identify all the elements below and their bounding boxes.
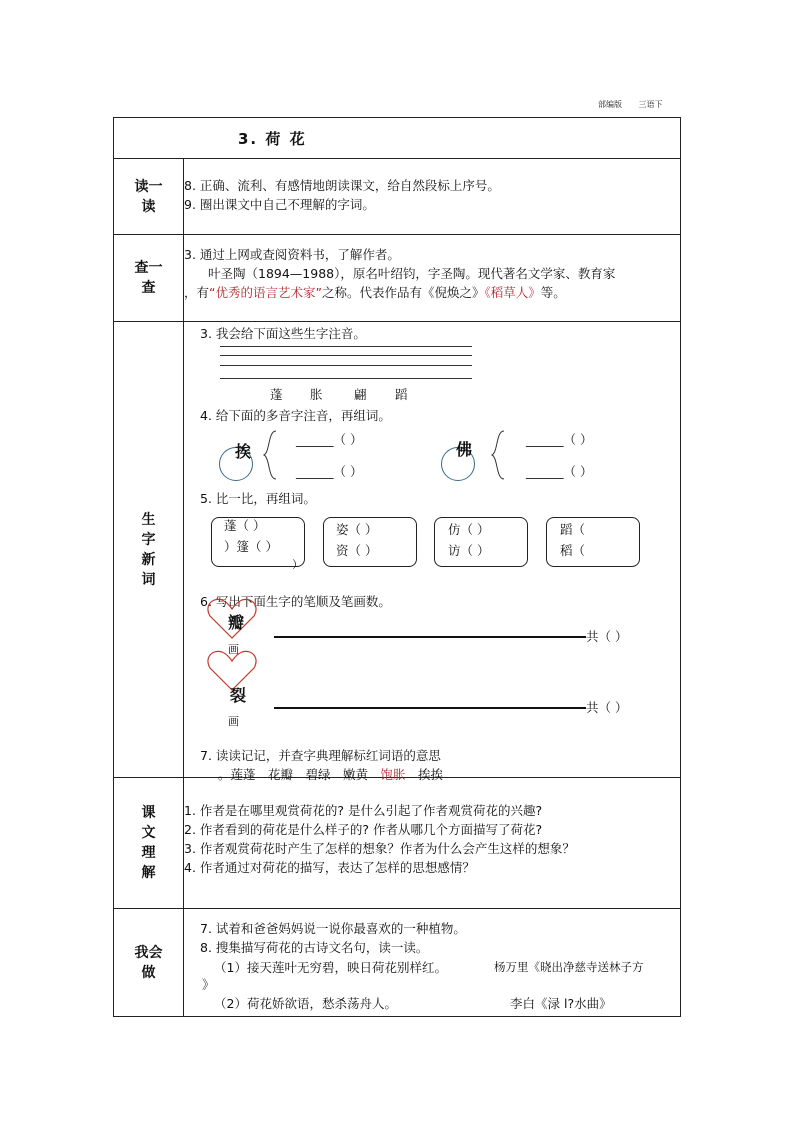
lesson-title: 3. 荷 花 — [114, 118, 681, 159]
title-row — [114, 118, 681, 159]
check-line-1: 3. 通过上网或查阅资料书，了解作者。 — [184, 247, 400, 262]
question-line: 2. 作者看到的荷花是什么样子的? 作者从哪几个方面描写了荷花? — [184, 822, 543, 837]
worksheet-table — [113, 117, 681, 1017]
q7-text: 7. 读读记记，并查字典理解标红词语的意思 — [200, 748, 441, 763]
do-content — [184, 909, 681, 1017]
stroke-line — [274, 707, 586, 709]
pinyin-char: 蓬 — [270, 387, 283, 402]
stroke-count-1: 共（ ） — [586, 629, 628, 644]
poly-blank: ______（ ） — [526, 432, 593, 447]
red-word: 饱胀 — [380, 767, 406, 782]
poly-char-2: 佛 — [456, 440, 473, 459]
section-understand — [114, 778, 681, 909]
edition-label: 部编版 — [598, 100, 622, 109]
read-line-1: 8. 正确、流利、有感情地朗读课文，给自然段标上序号。 — [184, 178, 500, 193]
section-label-do: 我会 做 — [114, 909, 184, 1017]
q7-words: 。莲蓬 花瓣 碧绿 嫩黄 饱胀 挨挨 — [218, 767, 444, 782]
question-line: 1. 作者是在哪里观赏荷花的? 是什么引起了作者观赏荷花的兴趣? — [184, 803, 543, 818]
stroke-char-1: 瓣 — [228, 613, 245, 632]
read-content — [184, 159, 681, 235]
stroke-line — [274, 636, 586, 638]
poem-2: （2）荷花娇欲语，愁杀荡舟人。 — [214, 996, 397, 1011]
q6-text: 6. 写出下面生字的笔顺及笔画数。 — [200, 594, 391, 609]
do-line-7: 7. 试着和爸爸妈妈说一说你最喜欢的一种植物。 — [200, 921, 466, 936]
q3-text: 3. 我会给下面这些生字注音。 — [200, 326, 366, 341]
poly-blank: ______（ ） — [526, 464, 593, 479]
pinyin-char: 胀 — [310, 387, 323, 402]
stroke-count-2: 共（ ） — [586, 700, 628, 715]
pinyin-line — [220, 365, 472, 366]
pinyin-line — [220, 355, 472, 356]
q4-text: 4. 给下面的多音字注音，再组词。 — [200, 408, 391, 423]
do-line-8: 8. 搜集描写荷花的古诗文名句，读一读。 — [200, 940, 429, 955]
read-line-2: 9. 圈出课文中自己不理解的字词。 — [184, 197, 375, 212]
section-check — [114, 235, 681, 322]
hua-label: 画 — [228, 715, 239, 728]
check-content — [184, 235, 681, 322]
grade-label: 三语下 — [638, 100, 663, 109]
poem-1: （1）接天莲叶无穷碧，映日荷花别样红。 — [214, 960, 447, 975]
check-line-2: 叶圣陶（1894—1988），原名叶绍钧，字圣陶。现代著名文学家、教育家 — [208, 266, 616, 281]
red-phrase: “优秀的语言艺术家” — [209, 285, 322, 300]
stroke-char-2: 裂 — [230, 686, 247, 705]
understand-content — [184, 778, 681, 909]
poem-1-end: 》 — [202, 977, 215, 992]
pinyin-line — [220, 346, 472, 347]
section-label-words: 生 字 新 词 — [114, 322, 184, 778]
left-brace-icon — [262, 430, 278, 480]
check-line-3: ，有“优秀的语言艺术家”之称。代表作品有《倪焕之》《稻草人》等。 — [184, 285, 566, 300]
words-content: 3. 我会给下面这些生字注音。 蓬 胀 翩 蹈 4. 给下面的多音字注音，再组词。 挨 ______（ ） ______（ ） 佛 ______（ ） ______（ ） 5. 比一比，再组词。 蓬（ ） ）篷（ ） ） 姿（ ） 资（ ） 仿（ ） 访（ ） 蹈（ 稻（ 6. 写出下面生字的笔顺及笔画数。 瓣 画 共（ ） 裂 画 共（ ） 7. 读读记记，并查字典理解标红词语的意思 。莲蓬 花瓣 碧绿 嫩黄 饱胀 挨挨 — [184, 322, 681, 778]
poem-1-source: 杨万里《晓出净慈寺送林子方 — [494, 960, 644, 974]
pinyin-line — [220, 378, 472, 379]
section-label-read: 读一 读 — [114, 159, 184, 235]
q5-text: 5. 比一比，再组词。 — [200, 491, 316, 506]
question-line: 4. 作者通过对荷花的描写，表达了怎样的思想感情？ — [184, 860, 475, 875]
section-do — [114, 909, 681, 1017]
section-label-understand: 课 文 理 解 — [114, 778, 184, 909]
section-read — [114, 159, 681, 235]
poly-blank: ______（ ） — [296, 432, 363, 447]
left-brace-icon — [490, 430, 506, 480]
red-book-title: 《稻草人》 — [484, 285, 541, 300]
poly-char-1: 挨 — [235, 442, 252, 461]
page-header — [598, 99, 677, 110]
poem-2-source: 李白《渌 l?水曲》 — [510, 996, 612, 1011]
poly-blank: ______（ ） — [296, 464, 363, 479]
pinyin-char: 翩 — [354, 387, 367, 402]
section-words — [114, 322, 681, 778]
question-line: 3. 作者观赏荷花时产生了怎样的想象？作者为什么会产生这样的想象？ — [184, 841, 575, 856]
pinyin-char: 蹈 — [395, 387, 408, 402]
hua-label: 画 — [228, 643, 239, 656]
section-label-check: 查一 查 — [114, 235, 184, 322]
